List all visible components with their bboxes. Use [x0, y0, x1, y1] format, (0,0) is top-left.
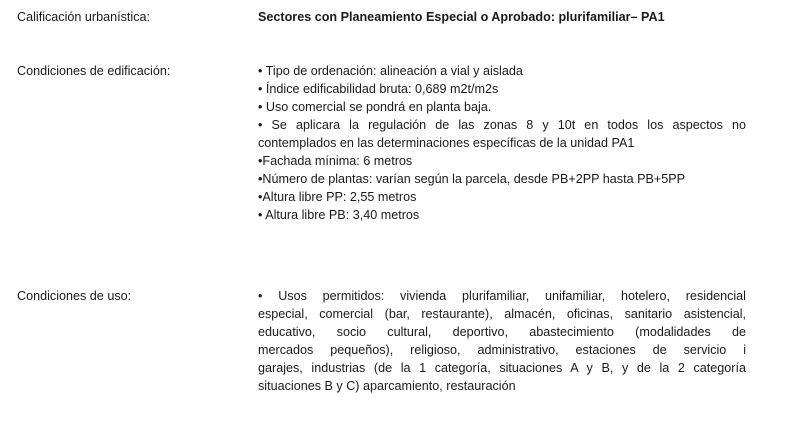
- edificacion-line: • Uso comercial se pondrá en planta baja.: [258, 100, 492, 114]
- uso-line: situaciones B y C) aparcamiento, restauración: [258, 379, 516, 393]
- edificacion-label: Condiciones de edificación:: [17, 64, 171, 78]
- calificacion-label: Calificación urbanística:: [17, 10, 150, 24]
- edificacion-line: contemplados en las determinaciones específicas de la unidad PA1: [258, 136, 635, 150]
- uso-line: mercados pequeños), religioso, administrativo, estaciones de servicio i: [258, 343, 746, 357]
- calificacion-value: Sectores con Planeamiento Especial o Aprobado: plurifamiliar– PA1: [258, 10, 665, 24]
- edificacion-line: •Fachada mínima: 6 metros: [258, 154, 413, 168]
- edificacion-line: •Altura libre PP: 2,55 metros: [258, 190, 417, 204]
- uso-line: • Usos permitidos: vivienda plurifamiliar, unifamiliar, hotelero, residencial: [258, 289, 746, 303]
- uso-conditions: [258, 287, 746, 395]
- uso-line: garajes, industrias (de la 1 categoría, situaciones A y B, y de la 2 categoría: [258, 361, 746, 375]
- edificacion-line: • Índice edificabilidad bruta: 0,689 m2t/m2s: [258, 82, 499, 96]
- edificacion-line: • Se aplicara la regulación de las zonas 8 y 10t en todos los aspectos no: [258, 118, 746, 132]
- uso-line: especial, comercial (bar, restaurante), almacén, oficinas, sanitario asistencial,: [258, 307, 746, 321]
- uso-label: Condiciones de uso:: [17, 289, 132, 303]
- edificacion-conditions: [258, 62, 746, 224]
- edificacion-line: •Número de plantas: varían según la parcela, desde PB+2PP hasta PB+5PP: [258, 172, 686, 186]
- uso-line: educativo, socio cultural, deportivo, abastecimiento (modalidades de: [258, 325, 746, 339]
- edificacion-line: • Tipo de ordenación: alineación a vial y aislada: [258, 64, 523, 78]
- edificacion-line: • Altura libre PB: 3,40 metros: [258, 208, 420, 222]
